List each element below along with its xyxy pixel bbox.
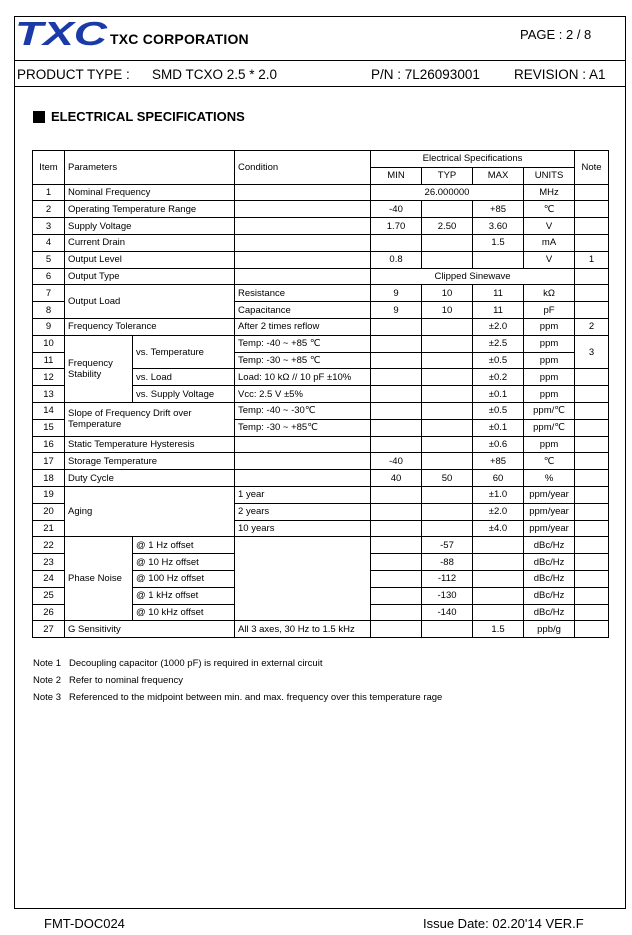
min-cell: 40 <box>371 470 422 487</box>
table-row <box>33 251 609 268</box>
max-cell: 11 <box>473 302 524 319</box>
units-cell: ppm/year <box>524 503 575 520</box>
note-cell <box>575 419 609 436</box>
max-cell <box>473 251 524 268</box>
item-cell: 19 <box>33 486 65 503</box>
units-cell: V <box>524 251 575 268</box>
units-cell: ppm/℃ <box>524 402 575 419</box>
item-cell: 4 <box>33 234 65 251</box>
condition-cell: 2 years <box>235 503 371 520</box>
max-cell: ±2.0 <box>473 318 524 335</box>
item-cell: 7 <box>33 285 65 302</box>
units-cell: mA <box>524 234 575 251</box>
min-cell <box>371 386 422 403</box>
note-cell <box>575 621 609 638</box>
table-row <box>33 537 609 554</box>
condition-cell <box>235 184 371 201</box>
parameter-cell: Nominal Frequency <box>65 184 235 201</box>
note-cell <box>575 486 609 503</box>
header-min: MIN <box>371 167 422 184</box>
typ-cell <box>422 318 473 335</box>
item-cell: 13 <box>33 386 65 403</box>
note-cell: 3 <box>575 335 609 369</box>
note-item <box>33 691 442 708</box>
section-bullet-icon <box>33 111 45 123</box>
parameter-cell: Phase Noise <box>65 537 133 621</box>
units-cell: dBc/Hz <box>524 537 575 554</box>
typ-cell: -112 <box>422 570 473 587</box>
notes-section <box>33 657 442 708</box>
spec-table <box>32 150 609 638</box>
max-cell: 11 <box>473 285 524 302</box>
condition-cell: Temp: -40 ~ -30℃ <box>235 402 371 419</box>
min-cell <box>371 419 422 436</box>
note-cell <box>575 570 609 587</box>
typ-cell <box>422 436 473 453</box>
issue-date: Issue Date: 02.20'14 VER.F <box>423 916 584 931</box>
units-cell: dBc/Hz <box>524 570 575 587</box>
min-cell <box>371 402 422 419</box>
item-cell: 24 <box>33 570 65 587</box>
units-cell: dBc/Hz <box>524 587 575 604</box>
condition-cell <box>235 234 371 251</box>
header-typ: TYP <box>422 167 473 184</box>
part-number: P/N : 7L26093001 <box>371 67 480 82</box>
parameter-cell: Supply Voltage <box>65 218 235 235</box>
min-cell: 9 <box>371 285 422 302</box>
typ-cell <box>422 486 473 503</box>
min-cell <box>371 352 422 369</box>
header-units: UNITS <box>524 167 575 184</box>
units-cell: kΩ <box>524 285 575 302</box>
units-cell: ppm <box>524 369 575 386</box>
max-cell: +85 <box>473 453 524 470</box>
note-cell: 2 <box>575 318 609 335</box>
revision: REVISION : A1 <box>514 67 606 82</box>
units-cell: ppm/℃ <box>524 419 575 436</box>
max-cell <box>473 587 524 604</box>
header-divider <box>14 86 625 87</box>
header-parameters: Parameters <box>65 151 235 185</box>
condition-cell: All 3 axes, 30 Hz to 1.5 kHz <box>235 621 371 638</box>
parameter-cell: Duty Cycle <box>65 470 235 487</box>
sub-parameter-cell: vs. Temperature <box>133 335 235 369</box>
table-header-row <box>33 151 609 168</box>
item-cell: 9 <box>33 318 65 335</box>
condition-cell: Temp: -40 ~ +85 ℃ <box>235 335 371 352</box>
typ-cell: 26.000000 <box>371 184 524 201</box>
typ-cell <box>422 386 473 403</box>
sub-parameter-cell: @ 1 Hz offset <box>133 537 235 554</box>
condition-cell: After 2 times reflow <box>235 318 371 335</box>
note-cell <box>575 436 609 453</box>
parameter-cell: Frequency Tolerance <box>65 318 235 335</box>
header-electrical-specs: Electrical Specifications <box>371 151 575 168</box>
min-cell: -40 <box>371 453 422 470</box>
table-row <box>33 201 609 218</box>
max-cell: ±2.5 <box>473 335 524 352</box>
min-cell <box>371 234 422 251</box>
sub-parameter-cell: @ 10 Hz offset <box>133 554 235 571</box>
table-row <box>33 234 609 251</box>
units-cell: ppb/g <box>524 621 575 638</box>
item-cell: 22 <box>33 537 65 554</box>
parameter-cell: Output Load <box>65 285 235 319</box>
note-cell <box>575 453 609 470</box>
typ-cell: 50 <box>422 470 473 487</box>
note-label: Note 3 <box>33 692 61 703</box>
sub-parameter-cell: vs. Load <box>133 369 235 386</box>
parameter-cell: G Sensitivity <box>65 621 235 638</box>
item-cell: 3 <box>33 218 65 235</box>
header-divider <box>14 60 625 61</box>
sub-parameter-cell: vs. Supply Voltage <box>133 386 235 403</box>
parameter-cell: Slope of Frequency Drift over Temperature <box>65 402 235 436</box>
table-row <box>33 621 609 638</box>
max-cell: ±0.5 <box>473 402 524 419</box>
typ-cell <box>422 201 473 218</box>
min-cell <box>371 604 422 621</box>
condition-cell <box>235 218 371 235</box>
units-cell: pF <box>524 302 575 319</box>
max-cell <box>473 537 524 554</box>
item-cell: 20 <box>33 503 65 520</box>
item-cell: 21 <box>33 520 65 537</box>
units-cell: ppm <box>524 318 575 335</box>
max-cell: 60 <box>473 470 524 487</box>
units-cell: ppm/year <box>524 520 575 537</box>
typ-cell: -57 <box>422 537 473 554</box>
max-cell: ±0.5 <box>473 352 524 369</box>
product-type-label: PRODUCT TYPE : <box>17 67 130 82</box>
note-cell <box>575 201 609 218</box>
min-cell <box>371 587 422 604</box>
item-cell: 14 <box>33 402 65 419</box>
max-cell: +85 <box>473 201 524 218</box>
note-cell <box>575 537 609 554</box>
item-cell: 11 <box>33 352 65 369</box>
item-cell: 5 <box>33 251 65 268</box>
item-cell: 12 <box>33 369 65 386</box>
note-cell <box>575 402 609 419</box>
table-row <box>33 268 609 285</box>
typ-cell <box>422 621 473 638</box>
item-cell: 16 <box>33 436 65 453</box>
sub-parameter-cell: @ 10 kHz offset <box>133 604 235 621</box>
units-cell: MHz <box>524 184 575 201</box>
min-cell: -40 <box>371 201 422 218</box>
max-cell: ±0.1 <box>473 419 524 436</box>
condition-cell <box>235 453 371 470</box>
typ-cell: -140 <box>422 604 473 621</box>
min-cell <box>371 570 422 587</box>
table-row <box>33 318 609 335</box>
max-cell <box>473 554 524 571</box>
header-max: MAX <box>473 167 524 184</box>
section-title: ELECTRICAL SPECIFICATIONS <box>51 109 245 124</box>
table-row <box>33 470 609 487</box>
typ-cell: 10 <box>422 285 473 302</box>
table-row <box>33 184 609 201</box>
item-cell: 26 <box>33 604 65 621</box>
max-cell: ±0.6 <box>473 436 524 453</box>
header-note: Note <box>575 151 609 185</box>
min-cell <box>371 520 422 537</box>
note-cell <box>575 520 609 537</box>
header-condition: Condition <box>235 151 371 185</box>
min-cell <box>371 335 422 352</box>
note-cell <box>575 369 609 386</box>
note-text: Decoupling capacitor (1000 pF) is required in external circuit <box>69 658 323 669</box>
company-logo <box>14 18 110 48</box>
min-cell: 9 <box>371 302 422 319</box>
typ-cell <box>422 503 473 520</box>
units-cell: ℃ <box>524 453 575 470</box>
condition-cell: 1 year <box>235 486 371 503</box>
item-cell: 23 <box>33 554 65 571</box>
note-label: Note 2 <box>33 675 61 686</box>
max-cell: ±1.0 <box>473 486 524 503</box>
max-cell: ±0.2 <box>473 369 524 386</box>
note-cell <box>575 218 609 235</box>
note-item <box>33 674 442 691</box>
typ-cell: -88 <box>422 554 473 571</box>
item-cell: 1 <box>33 184 65 201</box>
parameter-cell: Output Level <box>65 251 235 268</box>
typ-cell <box>422 419 473 436</box>
max-cell: ±0.1 <box>473 386 524 403</box>
condition-cell: Temp: -30 ~ +85 ℃ <box>235 352 371 369</box>
units-cell: V <box>524 218 575 235</box>
max-cell: ±4.0 <box>473 520 524 537</box>
units-cell: ppm/year <box>524 486 575 503</box>
note-cell <box>575 386 609 403</box>
parameter-cell: Current Drain <box>65 234 235 251</box>
table-row <box>33 486 609 503</box>
min-cell <box>371 554 422 571</box>
parameter-cell: Storage Temperature <box>65 453 235 470</box>
table-row <box>33 285 609 302</box>
condition-cell <box>235 201 371 218</box>
item-cell: 10 <box>33 335 65 352</box>
typ-cell <box>422 520 473 537</box>
units-cell: ℃ <box>524 201 575 218</box>
item-cell: 17 <box>33 453 65 470</box>
item-cell: 15 <box>33 419 65 436</box>
note-cell <box>575 503 609 520</box>
units-cell: ppm <box>524 436 575 453</box>
max-cell: 1.5 <box>473 234 524 251</box>
typ-cell: 2.50 <box>422 218 473 235</box>
note-item <box>33 657 442 674</box>
note-cell <box>575 184 609 201</box>
condition-cell <box>235 436 371 453</box>
min-cell <box>371 318 422 335</box>
typ-cell: 10 <box>422 302 473 319</box>
item-cell: 27 <box>33 621 65 638</box>
units-cell: % <box>524 470 575 487</box>
condition-cell: Capacitance <box>235 302 371 319</box>
max-cell: 3.60 <box>473 218 524 235</box>
condition-cell <box>235 470 371 487</box>
table-row <box>33 335 609 352</box>
note-cell <box>575 285 609 302</box>
note-cell <box>575 604 609 621</box>
condition-cell: Resistance <box>235 285 371 302</box>
max-cell: ±2.0 <box>473 503 524 520</box>
units-cell: ppm <box>524 352 575 369</box>
note-cell <box>575 470 609 487</box>
table-row <box>33 453 609 470</box>
parameter-cell: Output Type <box>65 268 235 285</box>
item-cell: 8 <box>33 302 65 319</box>
min-cell <box>371 486 422 503</box>
table-row <box>33 402 609 419</box>
condition-cell: Load: 10 kΩ // 10 pF ±10% <box>235 369 371 386</box>
min-cell <box>371 621 422 638</box>
typ-cell <box>422 369 473 386</box>
product-type-value: SMD TCXO 2.5 * 2.0 <box>152 67 278 82</box>
note-cell <box>575 554 609 571</box>
min-cell <box>371 369 422 386</box>
parameter-cell: Operating Temperature Range <box>65 201 235 218</box>
typ-cell <box>422 453 473 470</box>
condition-cell <box>235 251 371 268</box>
parameter-cell: Frequency Stability <box>65 335 133 402</box>
note-label: Note 1 <box>33 658 61 669</box>
condition-cell: 10 years <box>235 520 371 537</box>
typ-cell <box>422 335 473 352</box>
note-cell <box>575 234 609 251</box>
max-cell <box>473 604 524 621</box>
typ-cell: -130 <box>422 587 473 604</box>
sub-parameter-cell: @ 1 kHz offset <box>133 587 235 604</box>
parameter-cell: Static Temperature Hysteresis <box>65 436 235 453</box>
table-row <box>33 218 609 235</box>
item-cell: 6 <box>33 268 65 285</box>
condition-cell <box>235 537 371 621</box>
note-cell <box>575 587 609 604</box>
units-cell: ppm <box>524 386 575 403</box>
note-cell <box>575 302 609 319</box>
typ-cell <box>422 251 473 268</box>
condition-cell: Vcc: 2.5 V ±5% <box>235 386 371 403</box>
units-cell: dBc/Hz <box>524 554 575 571</box>
item-cell: 2 <box>33 201 65 218</box>
parameter-cell: Aging <box>65 486 235 536</box>
min-cell: 0.8 <box>371 251 422 268</box>
company-name: TXC CORPORATION <box>110 31 249 47</box>
item-cell: 25 <box>33 587 65 604</box>
typ-cell <box>422 402 473 419</box>
typ-cell <box>422 234 473 251</box>
min-cell <box>371 436 422 453</box>
item-cell: 18 <box>33 470 65 487</box>
note-cell: 1 <box>575 251 609 268</box>
header-item: Item <box>33 151 65 185</box>
min-cell: 1.70 <box>371 218 422 235</box>
max-cell: 1.5 <box>473 621 524 638</box>
units-cell: ppm <box>524 335 575 352</box>
typ-cell: Clipped Sinewave <box>371 268 575 285</box>
sub-parameter-cell: @ 100 Hz offset <box>133 570 235 587</box>
min-cell <box>371 537 422 554</box>
note-text: Refer to nominal frequency <box>69 675 184 686</box>
condition-cell: Temp: -30 ~ +85℃ <box>235 419 371 436</box>
min-cell <box>371 503 422 520</box>
typ-cell <box>422 352 473 369</box>
document-code: FMT-DOC024 <box>44 916 125 931</box>
note-text: Referenced to the midpoint between min. and max. frequency over this temperature rage <box>69 692 443 703</box>
table-row <box>33 436 609 453</box>
logo-text: TXC <box>15 18 109 48</box>
units-cell: dBc/Hz <box>524 604 575 621</box>
note-cell <box>575 268 609 285</box>
max-cell <box>473 570 524 587</box>
page-number: PAGE : 2 / 8 <box>520 27 592 42</box>
condition-cell <box>235 268 371 285</box>
